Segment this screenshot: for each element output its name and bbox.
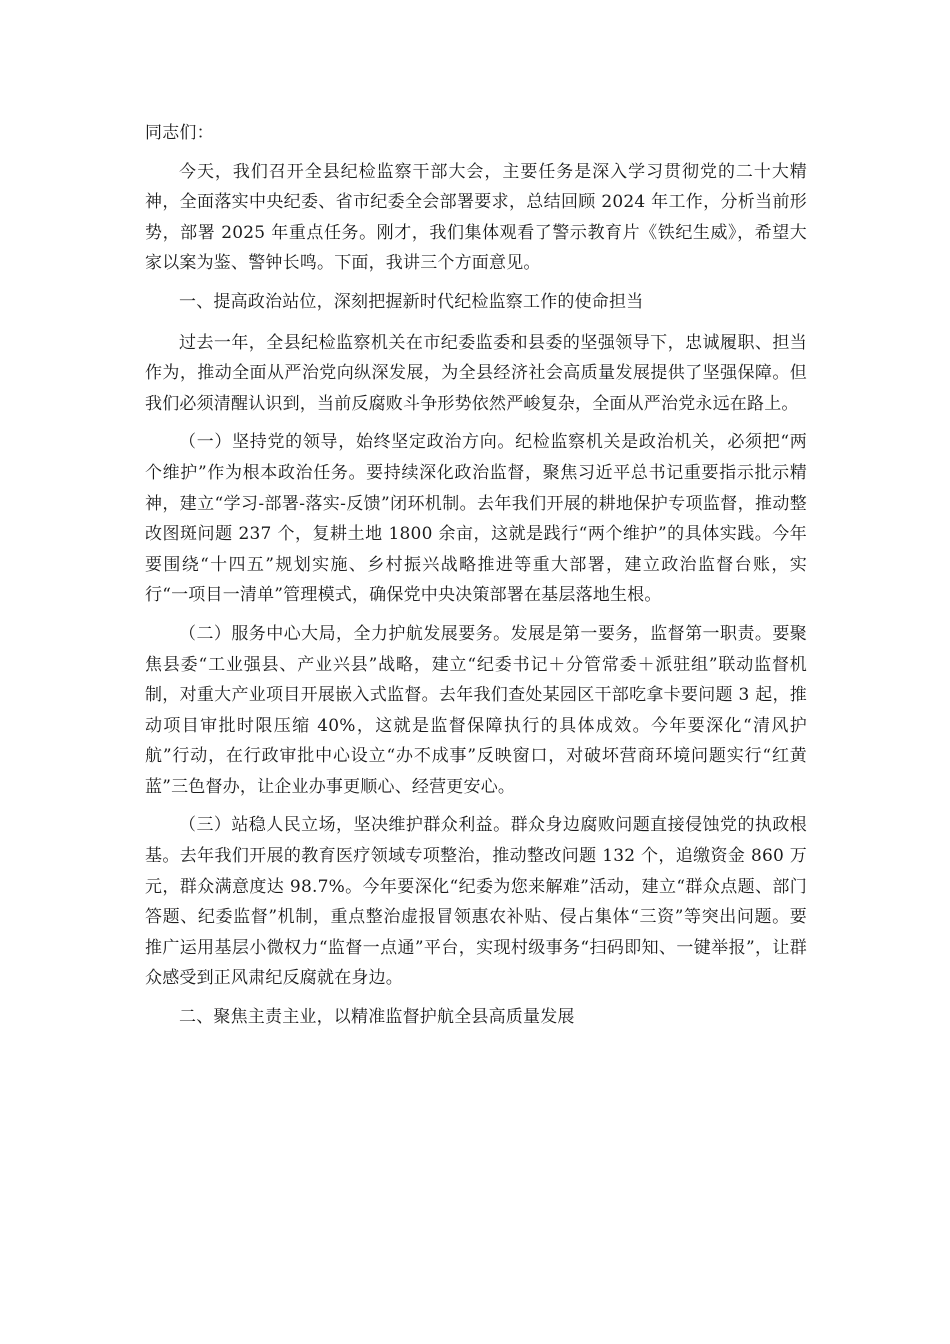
paragraph-intro: 今天，我们召开全县纪检监察干部大会，主要任务是深入学习贯彻党的二十大精神，全面落实中央纪委、省市纪委全会部署要求，总结回顾 2024 年工作，分析当前形势，部署 2025 年重点任务。刚才，我们集体观看了警示教育片《铁纪生威》，希望大家以案为鉴、警钟长鸣。下面，我讲三个方面意见。 (145, 161, 807, 274)
document-body (145, 118, 807, 1043)
paragraph-point-2: （二）服务中心大局，全力护航发展要务。发展是第一要务，监督第一职责。要聚焦县委“工业强县、产业兴县”战略，建立“纪委书记＋分管常委＋派驻组”联动监督机制，对重大产业项目开展嵌入式监督。去年我们查处某园区干部吃拿卡要问题 3 起，推动项目审批时限压缩 40%，这就是监督保障执行的具体成效。今年要深化“清风护航”行动，在行政审批中心设立“办不成事”反映窗口，对破坏营商环境问题实行“红黄蓝”三色督办，让企业办事更顺心、经营更安心。 (145, 623, 807, 797)
section-heading-2: 二、聚焦主责主业，以精准监督护航全县高质量发展 (179, 1007, 575, 1028)
salutation: 同志们： (145, 123, 214, 143)
section-heading-1: 一、提高政治站位，深刻把握新时代纪检监察工作的使命担当 (179, 291, 644, 312)
paragraph-review: 过去一年，全县纪检监察机关在市纪委监委和县委的坚强领导下，忠诚履职、担当作为，推动全面从严治党向纵深发展，为全县经济社会高质量发展提供了坚强保障。但我们必须清醒认识到，当前反腐败斗争形势依然严峻复杂，全面从严治党永远在路上。 (145, 332, 807, 414)
paragraph-point-1: （一）坚持党的领导，始终坚定政治方向。纪检监察机关是政治机关，必须把“两个维护”作为根本政治任务。要持续深化政治监督，聚焦习近平总书记重要指示批示精神，建立“学习-部署-落实-反馈”闭环机制。去年我们开展的耕地保护专项监督，推动整改图斑问题 237 个，复耕土地 1800 余亩，这就是践行“两个维护”的具体实践。今年要围绕“十四五”规划实施、乡村振兴战略推进等重大部署，建立政治监督台账，实行“一项目一清单”管理模式，确保党中央决策部署在基层落地生根。 (145, 432, 807, 606)
paragraph-point-3: （三）站稳人民立场，坚决维护群众利益。群众身边腐败问题直接侵蚀党的执政根基。去年我们开展的教育医疗领域专项整治，推动整改问题 132 个，追缴资金 860 万元，群众满意度达 98.7%。今年要深化“纪委为您来解难”活动，建立“群众点题、部门答题、纪委监督”机制，重点整治虚报冒领惠农补贴、侵占集体“三资”等突出问题。要推广运用基层小微权力“监督一点通”平台，实现村级事务“扫码即知、一键举报”，让群众感受到正风肃纪反腐就在身边。 (145, 815, 807, 989)
